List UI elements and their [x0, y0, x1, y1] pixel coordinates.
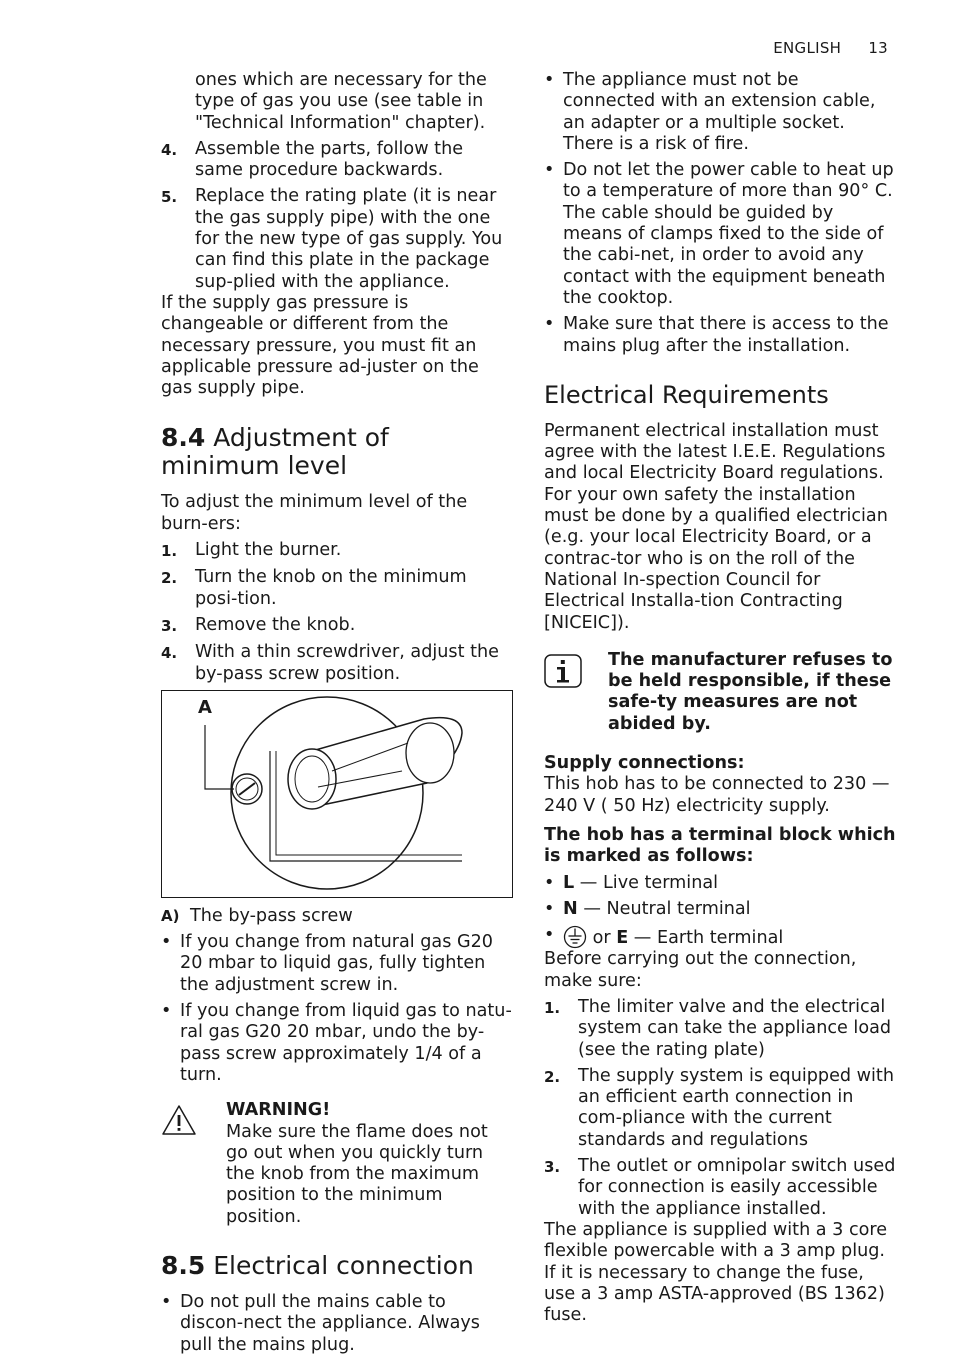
list-item [544, 160, 896, 309]
bullet-text: The appliance must not be connected with an extension cable, an adapter or a multiple socket. There is a risk of fire. [563, 70, 876, 154]
caption-key: A) [161, 906, 180, 925]
section-heading-8-5 [161, 1252, 513, 1280]
step-number: 3. [161, 616, 178, 635]
terminal-code: N [563, 898, 578, 919]
step-number: 2. [161, 569, 178, 588]
earth-or: or [587, 928, 617, 949]
bullet-text: Do not let the power cable to heat up to a temperature of more than 90° C. The cable should be guided by means of clamps fixed to the side of the cabi-net, in order to avoid any contact with the equipment beneath the cooktop. [563, 160, 894, 308]
page-number: 13 [868, 39, 888, 57]
section-number: 8.4 [161, 423, 206, 453]
electrical-paragraph: Permanent electrical installation must agree with the latest I.E.E. Regulations and local Electricity Board regulations. For your own safety the installation must be done by a qualified electrician (e.g. your local Electricity Board, or a contrac-tor who is on the roll of the National In-spection Council for Electrical Installa-tion Contracting [NICEIC]). [544, 420, 888, 633]
step-number: 2. [544, 1067, 561, 1086]
terminal-desc: — Neutral terminal [577, 898, 751, 919]
bullet-icon: • [544, 925, 555, 946]
list-item [544, 1156, 896, 1220]
left-column [161, 70, 513, 1356]
step-number: 4. [161, 140, 178, 159]
step-text: The supply system is equipped with an efficient earth connection in com-pliance with the current standards and regulations [578, 1065, 894, 1150]
step-text: Replace the rating plate (it is near the gas supply pipe) with the one for the new type of gas supply. You can find this plate in the package sup-plied with the appliance. [195, 186, 503, 292]
info-box [544, 650, 896, 735]
step-number: 5. [161, 188, 178, 207]
terminal-desc: — Live terminal [574, 872, 719, 893]
list-item [161, 186, 513, 292]
section-heading-8-4 [161, 424, 513, 480]
step-text: The limiter valve and the electrical system can take the appliance load (see the rating plate) [578, 996, 892, 1060]
list-item [161, 932, 513, 996]
electrical-requirements-heading: Electrical Requirements [544, 380, 829, 409]
step-text: Turn the knob on the minimum posi-tion. [195, 567, 467, 609]
section-number: 8.5 [161, 1250, 206, 1280]
supply-title: Supply connections: [544, 753, 745, 774]
list-item [161, 642, 513, 685]
bypass-screw-figure [161, 690, 513, 898]
warning-title: WARNING! [226, 1100, 331, 1121]
figure-caption [161, 906, 513, 927]
info-text: The manufacturer refuses to be held responsible, if these safe-ty measures are not abided by. [608, 649, 893, 734]
bullet-icon: • [544, 160, 555, 181]
step-text: Remove the knob. [195, 614, 356, 635]
caption-text: The by-pass screw [190, 905, 353, 926]
list-item [544, 70, 896, 155]
terminal-desc: — Earth terminal [628, 928, 784, 949]
section-title: Adjustment of minimum level [161, 423, 389, 481]
step-text: Light the burner. [195, 540, 342, 561]
bullet-icon: • [544, 314, 555, 335]
list-item [544, 873, 896, 894]
step-text: With a thin screwdriver, adjust the by-pass screw position. [195, 642, 499, 684]
list-item [161, 540, 513, 562]
language-label: ENGLISH [773, 39, 842, 57]
list-item [544, 1066, 896, 1151]
list-item [544, 997, 896, 1061]
bullet-icon: • [544, 872, 555, 893]
list-item [544, 314, 896, 357]
list-item [161, 567, 513, 610]
earth-symbol-icon [563, 925, 587, 949]
knob-illustration [162, 691, 496, 897]
bullet-text: If you change from liquid gas to natu-ral gas G20 20 mbar, undo the by-pass screw approximately 1/4 of a turn. [180, 1001, 512, 1085]
step-text: Assemble the parts, follow the same procedure backwards. [195, 138, 464, 181]
before-connection-text: Before carrying out the connection, make sure: [544, 949, 857, 991]
bullet-text: Do not pull the mains cable to discon-nect the appliance. Always pull the mains plug. [180, 1291, 480, 1355]
bullet-icon: • [544, 898, 555, 919]
page-header [773, 38, 888, 59]
list-item [161, 1292, 513, 1356]
step-number: 1. [544, 998, 561, 1017]
bullet-icon: • [161, 1291, 172, 1312]
list-item [161, 1001, 513, 1086]
bullet-icon: • [544, 70, 555, 90]
section-title: Electrical connection [213, 1250, 474, 1280]
info-icon [544, 650, 608, 735]
list-item [544, 899, 896, 920]
terminal-code: L [563, 872, 575, 893]
step-number: 4. [161, 644, 178, 663]
list-item [161, 615, 513, 637]
step-text: The outlet or omnipolar switch used for connection is easily accessible with the appliance installed. [578, 1156, 896, 1219]
warning-box [161, 1100, 513, 1228]
pressure-paragraph: If the supply gas pressure is changeable or different from the necessary pressure, you must fit an applicable pressure ad-juster on the gas supply pipe. [161, 292, 479, 399]
final-paragraph: The appliance is supplied with a 3 core flexible powercable with a 3 amp plug. If it is necessary to change the fuse, use a 3 amp ASTA-approved (BS 1362) fuse. [544, 1219, 888, 1326]
list-item [544, 925, 896, 949]
terminal-code: E [616, 928, 629, 949]
bullet-text: Make sure that there is access to the mains plug after the installation. [563, 314, 889, 356]
warning-triangle-icon [161, 1100, 226, 1228]
step-number: 3. [544, 1158, 561, 1177]
warning-text: Make sure the flame does not go out when you quickly turn the knob from the maximum position to the minimum position. [226, 1121, 488, 1227]
list-item [161, 139, 513, 182]
bullet-icon: • [161, 932, 172, 953]
step-number: 1. [161, 542, 178, 561]
right-column [544, 70, 896, 1326]
bullet-text: If you change from natural gas G20 20 mbar to liquid gas, fully tighten the adjustment screw in. [180, 932, 493, 995]
figure-label-a: A [198, 696, 212, 718]
bullet-icon: • [161, 1001, 172, 1022]
step-3-continuation: ones which are necessary for the type of gas you use (see table in "Technical Information" chapter). [195, 70, 487, 133]
supply-text: This hob has to be connected to 230 — 240 V ( 50 Hz) electricity supply. [544, 774, 890, 816]
section-intro: To adjust the minimum level of the burn-ers: [161, 492, 468, 534]
terminal-title: The hob has a terminal block which is marked as follows: [544, 824, 896, 867]
